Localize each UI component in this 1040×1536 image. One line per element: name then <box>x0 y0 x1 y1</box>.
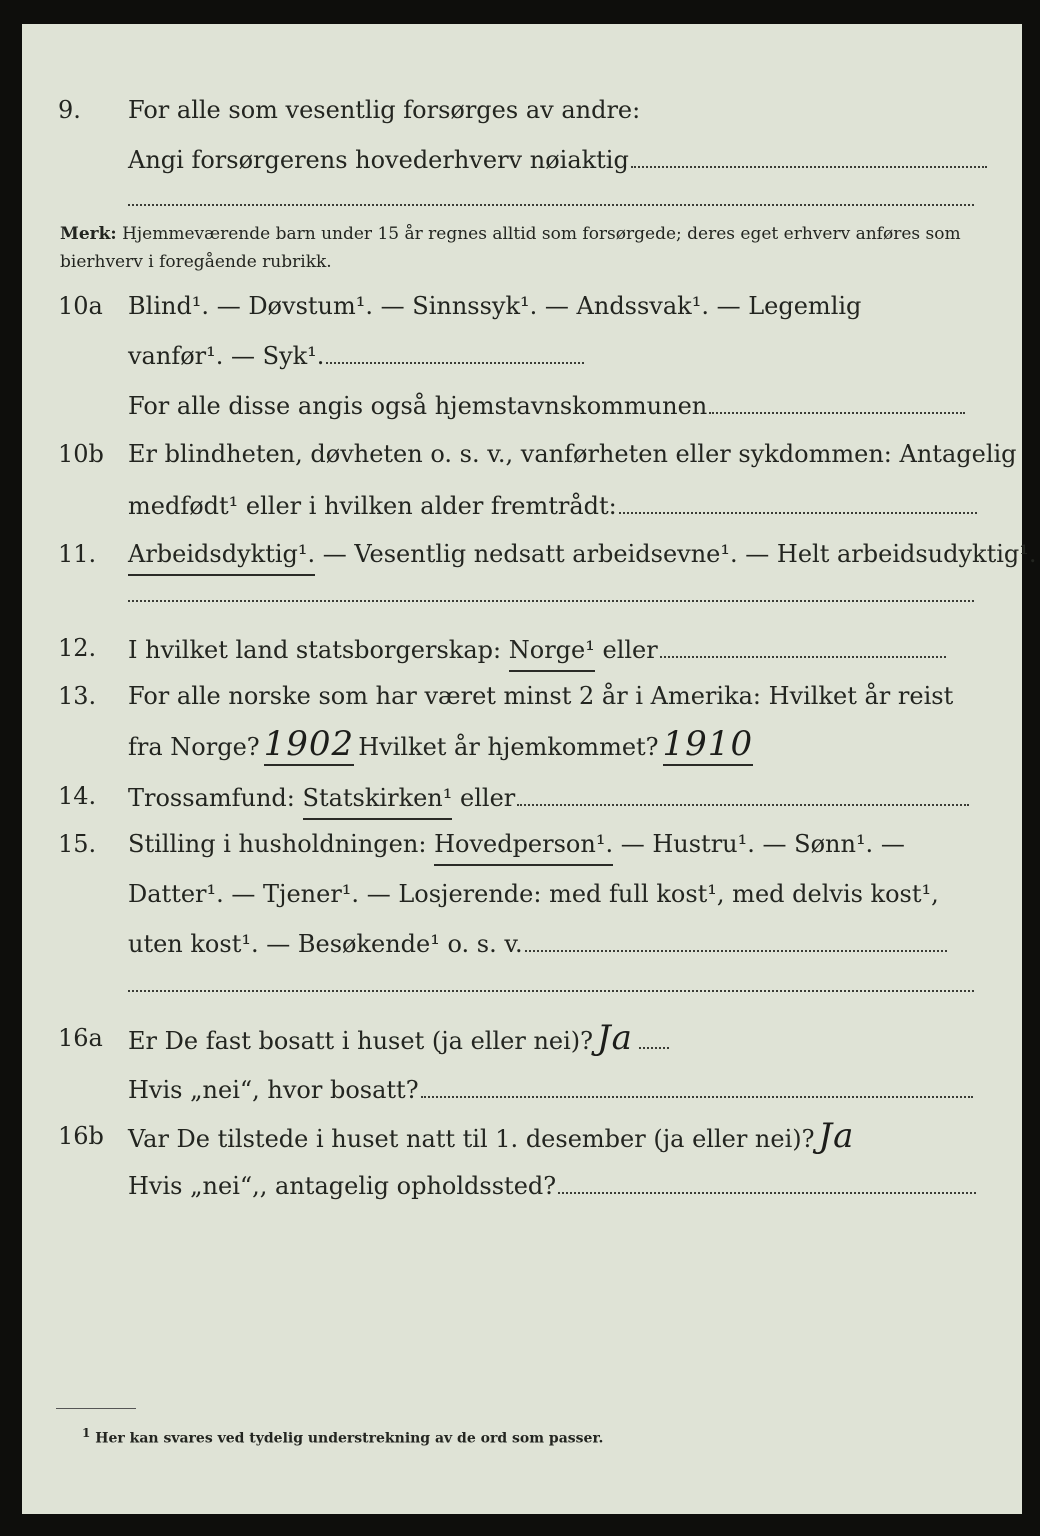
q14-selected-answer[interactable]: Statskirken¹ <box>303 778 453 820</box>
q10b-line1 <box>22 434 1022 474</box>
q12-line <box>22 628 1022 668</box>
q10a-text: Blind¹. — Døvstum¹. — Sinnssyk¹. — Andssvak¹. — Legemlig <box>128 292 862 320</box>
q9-answer-extra-line[interactable] <box>128 204 974 206</box>
q11-other-options: — Vesentlig nedsatt arbeidsevne¹. — Helt arbeidsudyktig¹. <box>322 540 1037 568</box>
q9-answer-field[interactable] <box>631 138 987 168</box>
q15-selected-answer[interactable]: Hovedperson¹. <box>434 824 613 866</box>
q15-answer-field[interactable] <box>525 922 947 952</box>
q13-text: For alle norske som har været minst 2 år i Amerika: Hvilket år reist <box>128 682 954 710</box>
q15-extra-line[interactable] <box>128 990 974 992</box>
q12-answer-field[interactable] <box>660 628 946 658</box>
q15-line2 <box>22 874 1022 914</box>
q12-text: I hvilket land statsborgerskap: Norge¹ eller <box>128 628 946 672</box>
q13-year-left-answer[interactable]: 1902 <box>263 724 355 764</box>
q16b-where-field[interactable] <box>558 1164 976 1194</box>
q13-years: fra Norge? 1902 Hvilket år hjemkommet? 1910 <box>128 724 754 764</box>
q9-line2 <box>22 138 1022 178</box>
q16a-answer-field[interactable] <box>639 1019 669 1049</box>
q9-number: 9. <box>58 96 81 124</box>
q10b-answer-field[interactable] <box>619 484 977 514</box>
q16b-number: 16b <box>58 1122 104 1150</box>
census-form-page <box>22 24 1037 1514</box>
q11-extra-line[interactable] <box>128 600 974 602</box>
q15-options: Datter¹. — Tjener¹. — Losjerende: med full kost¹, med delvis kost¹, <box>128 880 939 908</box>
q10a-line3 <box>22 384 1022 424</box>
q13-line2 <box>22 724 1022 764</box>
q11-selected-option[interactable]: Arbeidsdyktig¹. <box>128 534 315 576</box>
q16b-answer[interactable]: Ja <box>818 1116 855 1156</box>
q15-number: 15. <box>58 830 97 858</box>
q10a-line2 <box>22 334 1022 374</box>
q11-text <box>128 534 1037 576</box>
q9-line1 <box>22 90 1022 130</box>
footnote <box>82 1426 603 1447</box>
q16b-line2 <box>22 1164 1022 1204</box>
q12-selected-answer[interactable]: Norge¹ <box>509 630 595 672</box>
q16b-where: Hvis „nei“,, antagelig opholdssted? <box>128 1164 976 1206</box>
q10a-line1 <box>22 286 1022 326</box>
q14-text: Trossamfund: Statskirken¹ eller <box>128 776 969 820</box>
q10a-hjemstavn-field[interactable] <box>709 384 965 414</box>
q16a-text: Er De fast bosatt i huset (ja eller nei)? Ja <box>128 1018 669 1061</box>
q10a-vanfor: vanfør¹. — Syk¹. <box>128 334 584 376</box>
q16a-number: 16a <box>58 1024 103 1052</box>
q13-number: 13. <box>58 682 97 710</box>
q16a-where-field[interactable] <box>421 1068 973 1098</box>
q9-prompt: Angi forsørgerens hovederhverv nøiaktig <box>128 138 987 180</box>
q15-line3 <box>22 922 1022 962</box>
q10b-alder: medfødt¹ eller i hvilken alder fremtrådt: <box>128 484 977 526</box>
footnote-text: Her kan svares ved tydelig understrekning av de ord som passer. <box>95 1430 604 1447</box>
merk-text: Hjemmeværende barn under 15 år regnes alltid som forsørgede; deres eget erhverv anføres som bierhverv i foregående rubrikk. <box>60 224 961 272</box>
q16b-line1 <box>22 1116 1022 1156</box>
q16a-where: Hvis „nei“, hvor bosatt? <box>128 1068 973 1110</box>
q16a-answer[interactable]: Ja <box>597 1018 633 1058</box>
footnote-mark: 1 <box>82 1426 91 1440</box>
q12-number: 12. <box>58 634 97 662</box>
q16a-line2 <box>22 1068 1022 1108</box>
q15-options-end: uten kost¹. — Besøkende¹ o. s. v. <box>128 922 947 964</box>
merk-note <box>60 220 980 276</box>
q10a-answer-field[interactable] <box>326 334 584 364</box>
merk-label: Merk: <box>60 224 117 244</box>
q11-number: 11. <box>58 540 97 568</box>
q16b-text: Var De tilstede i huset natt til 1. desember (ja eller nei)? Ja <box>128 1116 855 1156</box>
q15-line1 <box>22 824 1022 864</box>
q10b-text: Er blindheten, døvheten o. s. v., vanførheten eller sykdommen: Antagelig <box>128 440 1017 468</box>
q11-line <box>22 534 1037 574</box>
q14-number: 14. <box>58 782 97 810</box>
q10b-number: 10b <box>58 440 104 468</box>
q14-answer-field[interactable] <box>517 776 969 806</box>
q9-text: For alle som vesentlig forsørges av andre: <box>128 96 641 124</box>
q15-text: Stilling i husholdningen: Hovedperson¹. — Hustru¹. — Sønn¹. — <box>128 824 905 866</box>
q14-line <box>22 776 1022 816</box>
q13-year-returned-answer[interactable]: 1910 <box>662 724 754 764</box>
q10a-number: 10a <box>58 292 103 320</box>
q10b-line2 <box>22 484 1022 524</box>
footnote-rule <box>56 1408 136 1409</box>
q10a-hjemstavn: For alle disse angis også hjemstavnskommunen <box>128 384 965 426</box>
q16a-line1 <box>22 1018 1022 1058</box>
q13-line1 <box>22 676 1022 716</box>
